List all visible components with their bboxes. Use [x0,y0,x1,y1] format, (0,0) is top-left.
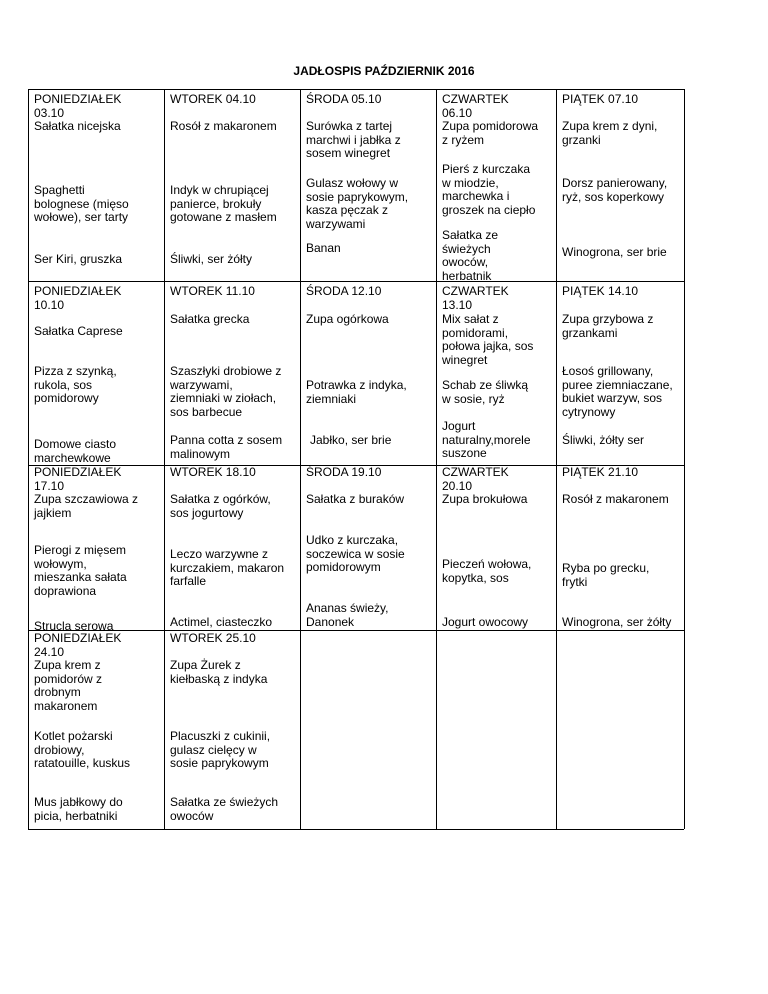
menu-item: Sałatka ze świeżych owoców [170,795,279,823]
day-header: PONIEDZIAŁEK 10.10 [34,284,122,312]
menu-item: Placuszki z cukinii, gulasz cielęcy w sosie paprykowym [170,729,271,770]
menu-item: Sałatka z buraków [306,492,405,506]
table-border [28,829,684,830]
day-header: ŚRODA 05.10 [306,92,382,106]
menu-item: Sałatka z ogórków, sos jogurtowy [170,492,271,520]
table-border [436,89,437,829]
menu-item: Strucla serowa [34,619,114,633]
menu-item: Zupa ogórkowa [306,312,389,326]
menu-item: Zupa krem z pomidorów z drobnym makaronem [34,658,103,713]
table-border [556,89,557,829]
menu-item: Pierogi z mięsem wołowym, mieszanka sałata doprawiona [34,543,127,598]
menu-item: Pierś z kurczaka w miodzie, marchewka i groszek na ciepło [442,162,536,217]
menu-item: Schab ze śliwką w sosie, ryż [442,378,529,406]
day-header: PIĄTEK 21.10 [562,465,639,479]
menu-item: Zupa Żurek z kiełbaską z indyka [170,658,268,686]
menu-item: Łosoś grillowany, puree ziemniaczane, bukiet warzyw, sos cytrynowy [562,364,673,419]
menu-item: Leczo warzywne z kurczakiem, makaron farfalle [170,547,285,588]
menu-item: Pizza z szynką, rukola, sos pomidorowy [34,364,117,405]
menu-item: Śliwki, żółty ser [562,433,645,447]
table-border [300,89,301,829]
day-header: WTOREK 25.10 [170,631,256,645]
menu-item: Indyk w chrupiącej panierce, brokuły gotowane z masłem [170,183,277,224]
menu-item: Dorsz panierowany, ryż, sos koperkowy [562,176,668,204]
menu-item: Zupa pomidorowa z ryżem [442,119,539,147]
menu-item: Banan [306,241,341,255]
day-header: ŚRODA 12.10 [306,284,382,298]
table-border [684,89,685,829]
menu-item: Rosół z makaronem [170,119,277,133]
menu-item: Zupa brokułowa [442,492,528,506]
day-header: PIĄTEK 14.10 [562,284,639,298]
menu-item: Potrawka z indyka, ziemniaki [306,378,407,406]
menu-item: Sałatka Caprese [34,324,123,338]
menu-item: Sałatka grecka [170,312,250,326]
day-header: WTOREK 11.10 [170,284,255,298]
menu-item: Ryba po grecku, frytki [562,561,650,589]
table-border [28,281,684,282]
day-header: WTOREK 04.10 [170,92,256,106]
menu-item: Ser Kiri, gruszka [34,252,123,266]
table-border [28,89,684,90]
menu-item: Zupa grzybowa z grzankami [562,312,654,340]
menu-item: Pieczeń wołowa, kopytka, sos [442,557,532,585]
day-header: WTOREK 18.10 [170,465,256,479]
menu-item: Winogrona, ser brie [562,245,667,259]
menu-item: Panna cotta z sosem malinowym [170,433,283,461]
menu-item: Winogrona, ser żółty [562,615,672,629]
menu-item: Spaghetti bolognese (mięso wołowe), ser tarty [34,183,129,224]
menu-item: Actimel, ciasteczko [170,615,273,629]
menu-item: Ananas świeży, Danonek [306,601,389,629]
menu-item: Mix sałat z pomidorami, połowa jajka, sos winegret [442,312,534,367]
menu-item: Szaszłyki drobiowe z warzywami, ziemniaki w ziołach, sos barbecue [170,364,282,419]
menu-item: Surówka z tartej marchwi i jabłka z sosem winegret [306,119,401,160]
menu-item: Jabłko, ser brie [310,433,392,447]
day-header: PONIEDZIAŁEK 03.10 [34,92,122,120]
day-header: PONIEDZIAŁEK 24.10 [34,631,122,659]
day-header: CZWARTEK 06.10 [442,92,509,120]
menu-item: Śliwki, ser żółty [170,252,253,266]
menu-item: Rosół z makaronem [562,492,669,506]
menu-item: Udko z kurczaka, soczewica w sosie pomidorowym [306,533,405,574]
table-border [28,89,29,829]
menu-item: Gulasz wołowy w sosie paprykowym, kasza pęczak z warzywami [306,176,409,231]
menu-item: Zupa szczawiowa z jajkiem [34,492,139,520]
day-header: CZWARTEK 13.10 [442,284,509,312]
menu-item: Sałatka ze świeżych owoców, herbatnik [442,228,499,283]
menu-item: Jogurt owocowy [442,615,529,629]
menu-item: Domowe ciasto marchewkowe [34,437,117,465]
menu-item: Jogurt naturalny,morele suszone [442,419,531,460]
day-header: PONIEDZIAŁEK 17.10 [34,465,122,493]
table-border [164,89,165,829]
menu-item: Zupa krem z dyni, grzanki [562,119,658,147]
day-header: ŚRODA 19.10 [306,465,382,479]
menu-item: Mus jabłkowy do picia, herbatniki [34,795,123,823]
day-header: CZWARTEK 20.10 [442,465,509,493]
menu-item: Sałatka nicejska [34,119,121,133]
menu-table [28,89,684,829]
menu-item: Kotlet pożarski drobiowy, ratatouille, kuskus [34,729,131,770]
page-title: JADŁOSPIS PAŹDZIERNIK 2016 [293,64,475,78]
table-border [28,630,684,631]
day-header: PIĄTEK 07.10 [562,92,639,106]
